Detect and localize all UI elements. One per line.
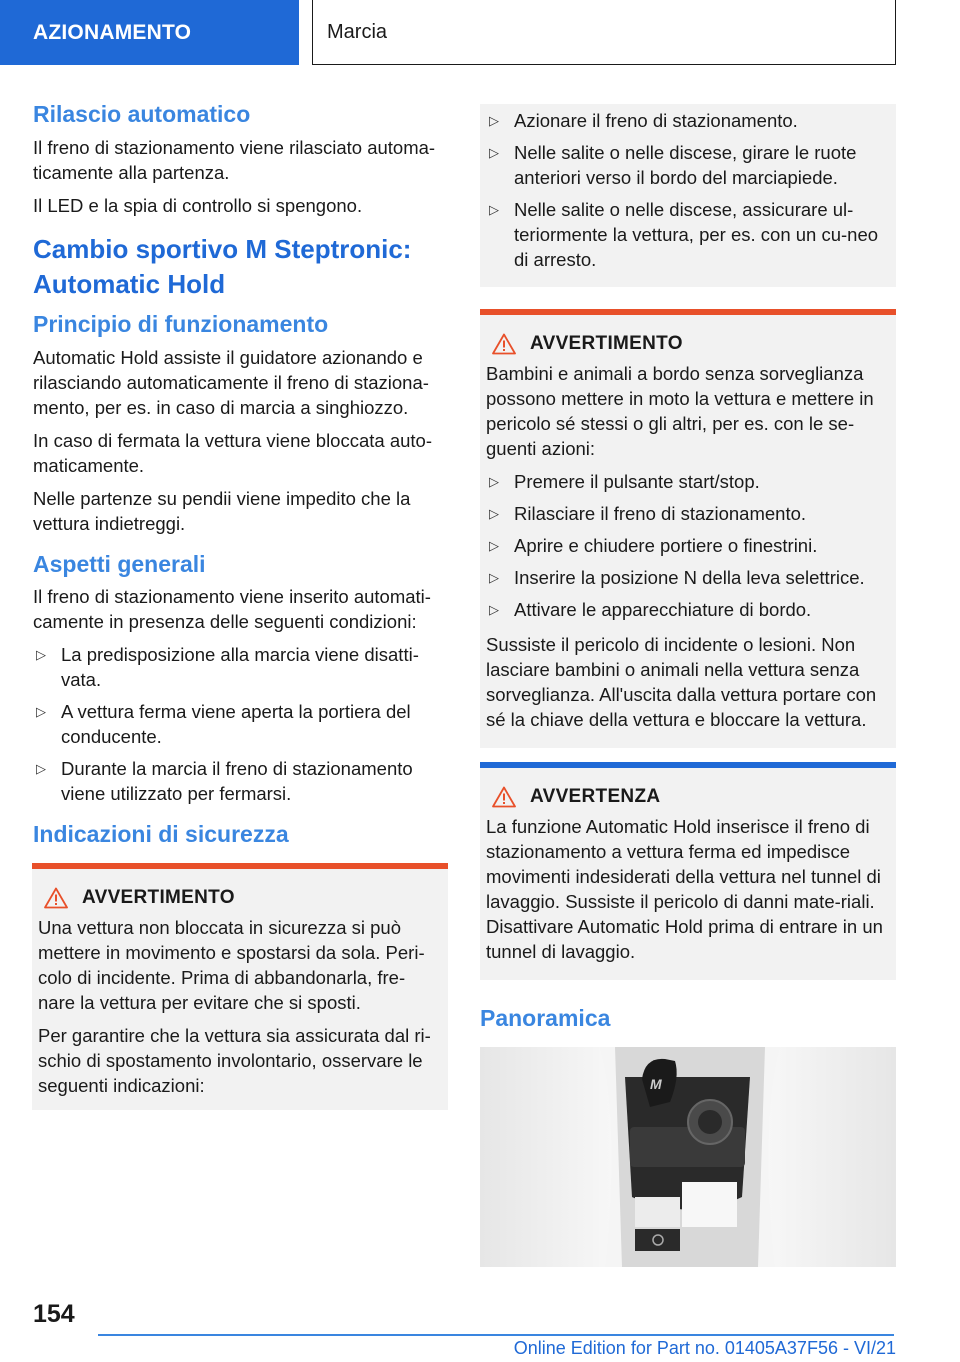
paragraph: Il freno di stazionamento viene inserito automati-camente in presenza delle seguenti condizioni: bbox=[33, 586, 431, 633]
list-item: ▷ Attivare le apparecchiature di bordo. bbox=[489, 599, 812, 620]
warning-box bbox=[32, 863, 448, 1110]
heading-sicurezza: Indicazioni di sicurezza bbox=[33, 821, 289, 848]
action-list bbox=[486, 469, 890, 622]
heading-cambio-sportivo: Cambio sportivo M Steptronic: Automatic Hold bbox=[33, 233, 412, 299]
list-item: ▷ Inserire la posizione N della leva selettrice. bbox=[489, 567, 865, 588]
condition-list bbox=[33, 642, 448, 806]
heading-rilascio-automatico: Rilascio automatico bbox=[33, 101, 251, 127]
triangle-right-icon: ▷ bbox=[36, 704, 46, 720]
heading-aspetti-generali: Aspetti generali bbox=[33, 550, 206, 577]
paragraph: Il LED e la spia di controllo si spengono. bbox=[33, 194, 363, 216]
notice-box bbox=[480, 762, 896, 980]
list-item: ▷ La predisposizione alla marcia viene disatti-vata. bbox=[36, 644, 419, 691]
footer-edition: Online Edition for Part no. 01405A37F56 - VI/21 bbox=[513, 1338, 896, 1358]
list-item: ▷ Rilasciare il freno di stazionamento. bbox=[489, 503, 807, 524]
triangle-right-icon: ▷ bbox=[489, 145, 499, 160]
paragraph: Bambini e animali a bordo senza sorveglianza possono mettere in moto la vettura e mettere in pericolo sé stessi o gli altri, per es. con le se-guenti azioni: bbox=[486, 363, 874, 459]
notice-title: AVVERTENZA bbox=[486, 786, 890, 808]
warning-box bbox=[480, 309, 896, 748]
header-section-tab[interactable] bbox=[0, 0, 299, 65]
page-number: 154 bbox=[33, 1300, 75, 1328]
warning-triangle-icon bbox=[492, 333, 516, 355]
triangle-right-icon: ▷ bbox=[489, 474, 499, 489]
paragraph: Per garantire che la vettura sia assicurata dal ri-schio di spostamento involontario, osservare le seguenti indicazioni: bbox=[38, 1025, 431, 1097]
list-item: ▷ Azionare il freno di stazionamento. bbox=[489, 110, 798, 131]
heading-panoramica: Panoramica bbox=[480, 1005, 611, 1031]
continued-list-box bbox=[480, 104, 896, 287]
gear-selector-logo: M bbox=[650, 1075, 662, 1092]
paragraph: In caso di fermata la vettura viene bloccata auto-maticamente. bbox=[33, 429, 432, 476]
header-chapter-label: Marcia bbox=[327, 20, 388, 43]
heading-principio: Principio di funzionamento bbox=[33, 310, 329, 337]
list-item: ▷ Durante la marcia il freno di stazionamento viene utilizzato per fermarsi. bbox=[36, 758, 413, 805]
list-item: ▷ Nelle salite o nelle discese, girare le ruote anteriori verso il bordo del marciapiede. bbox=[489, 142, 857, 188]
list-item: ▷ Nelle salite o nelle discese, assicurare ul-teriormente la vettura, per es. con un cu-neo di arresto. bbox=[489, 199, 879, 270]
footer-divider bbox=[98, 1334, 894, 1336]
warning-triangle-icon bbox=[44, 887, 68, 909]
paragraph: La funzione Automatic Hold inserisce il freno di stazionamento a vettura ferma ed impedisce movimenti indesiderati della vettura nel tunnel di lavaggio. Sussiste il pericolo di danni mate-riali. Disattivare Automatic Hold prima di entrare in un tunnel di lavaggio. bbox=[486, 816, 883, 962]
triangle-right-icon: ▷ bbox=[36, 647, 46, 663]
paragraph: Una vettura non bloccata in sicurezza si può mettere in movimento e spostarsi da sola. Peri-colo di incidente. Prima di abbandonarla, fre-nare la vettura per evitare che si sposti. bbox=[38, 917, 425, 1014]
warning-title: AVVERTIMENTO bbox=[38, 887, 442, 909]
triangle-right-icon: ▷ bbox=[489, 602, 499, 617]
paragraph: Sussiste il pericolo di incidente o lesioni. Non lasciare bambini o animali nella vettura senza sorveglianza. All'uscita dalla vettura portare con sé la chiave della vettura e bloccare la vettura. bbox=[486, 634, 877, 730]
center-console-illustration bbox=[480, 1047, 896, 1267]
center-console-image bbox=[480, 1047, 896, 1267]
triangle-right-icon: ▷ bbox=[36, 761, 46, 777]
list-item: ▷ A vettura ferma viene aperta la portiera del conducente. bbox=[36, 701, 411, 748]
list-item: ▷ Aprire e chiudere portiere o finestrini. bbox=[489, 535, 818, 556]
warning-triangle-icon bbox=[492, 786, 516, 808]
paragraph: Nelle partenze su pendii viene impedito che la vettura indietreggi. bbox=[33, 487, 411, 534]
left-column bbox=[33, 100, 448, 1110]
list-item: ▷ Premere il pulsante start/stop. bbox=[489, 471, 760, 492]
paragraph: Automatic Hold assiste il guidatore azionando e rilasciando automaticamente il freno di staziona-mento, per es. in caso di marcia a singhiozzo. bbox=[33, 346, 429, 418]
triangle-right-icon: ▷ bbox=[489, 538, 499, 553]
right-column bbox=[480, 104, 896, 1267]
paragraph: Il freno di stazionamento viene rilasciato automa-ticamente alla partenza. bbox=[33, 136, 436, 183]
header-section-label: AZIONAMENTO bbox=[33, 20, 192, 44]
header-chapter-tab[interactable] bbox=[312, 0, 896, 65]
triangle-right-icon: ▷ bbox=[489, 113, 499, 128]
triangle-right-icon: ▷ bbox=[489, 506, 499, 521]
triangle-right-icon: ▷ bbox=[489, 202, 499, 217]
warning-title: AVVERTIMENTO bbox=[486, 333, 890, 355]
continued-list bbox=[486, 108, 890, 272]
triangle-right-icon: ▷ bbox=[489, 570, 499, 585]
